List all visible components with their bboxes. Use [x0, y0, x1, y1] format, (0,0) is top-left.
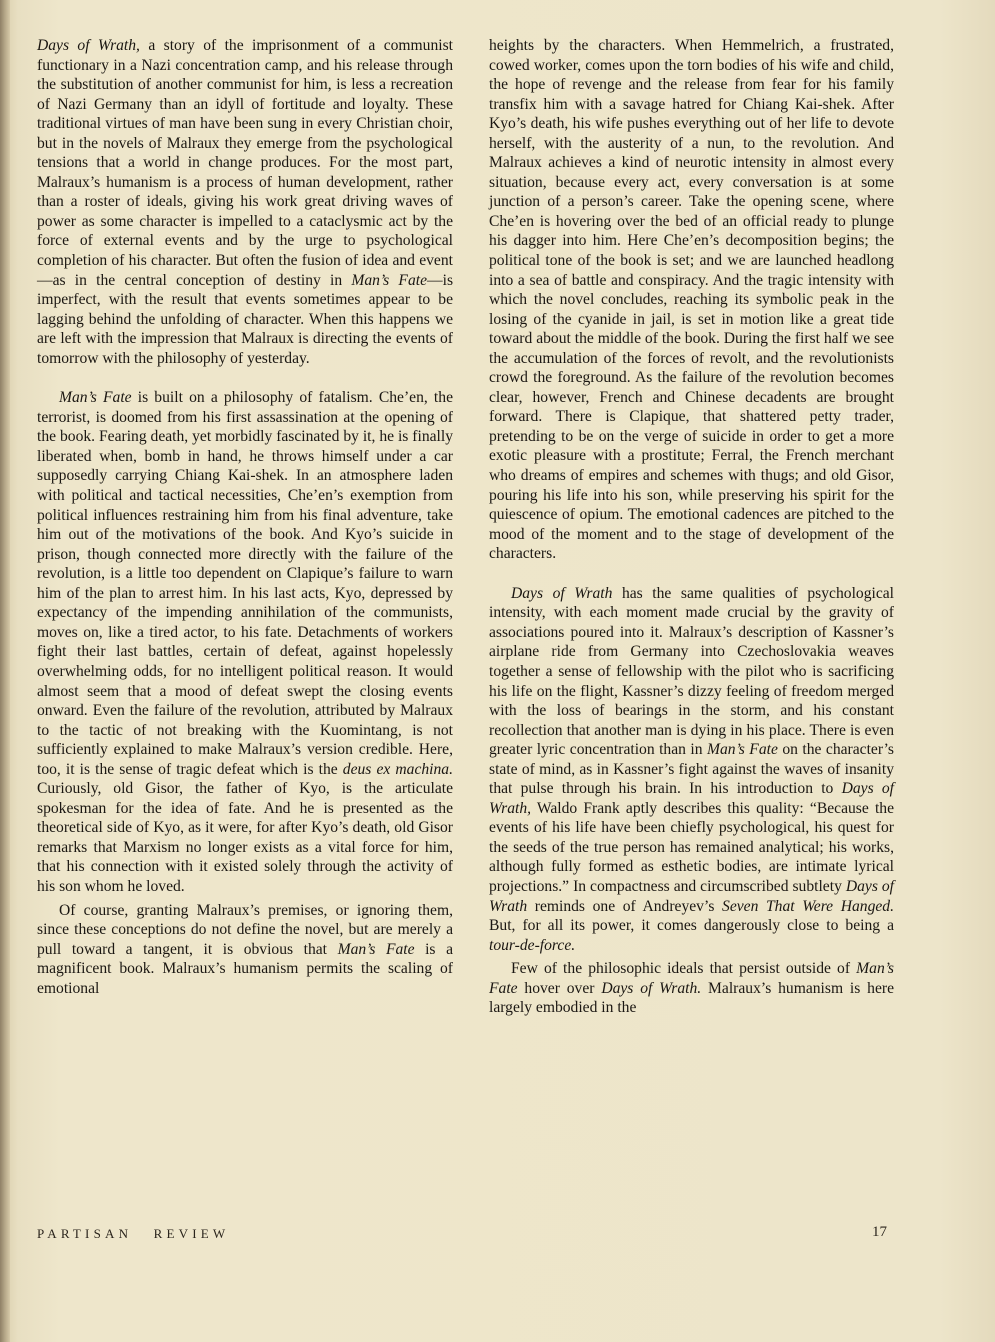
italic-title-run: Man’s Fate — [489, 960, 894, 997]
italic-title-run: Man’s Fate — [337, 940, 415, 958]
text-run: Few of the philosophic ideals that persist outside of — [511, 960, 857, 978]
text-run: Curiously, old Gisor, the father of Kyo, is the articulate spokesman for the idea of fate. And he is presented as the theoretical side of Kyo, as it were, for after Kyo’s death, old Gisor remarks that Marxism no longer exists as a vital force for him, that his connection with it existed solely through the activity of his son whom he loved. — [37, 780, 453, 895]
page-binding-shadow — [0, 0, 10, 1342]
italic-title-run: Man’s Fate — [59, 389, 132, 407]
text-run: reminds one of Andreyev’s — [527, 897, 723, 915]
text-run: a story of the imprisonment of a communist functionary in a Nazi concentration camp, and his release through the substitution of another communist for him, is less a recreation of Nazi Germany than an idyll of fortitude and loyalty. These traditional virtues of man have been sung in every Christian choir, but in the novels of Malraux they emerge from the psychological tensions that a world in change produces. For the most part, Malraux’s humanism is a process of human development, rather than a roster of ideals, giving his work great driving waves of power as some character is impelled to a cataclysmic act by the force of external events and by the urge to psychological completion of his character. But often the fusion of idea and event—as in the central conception of destiny in — [37, 37, 453, 289]
text-run: heights by the characters. When Hemmelrich, a frustrated, cowed worker, comes upon the torn bodies of his wife and child, the hope of revenge and the release from fear for his family transfix him with a savage hatred for Chiang Kai-shek. After Kyo’s death, his wife pushes everything out of her life to devote herself, with the austerity of a nun, to the revolution. And Malraux achieves a kind of neurotic intensity in almost every situation, because every act, every conversation is at some junction of a person’s career. Take the opening scene, where Che’en is hovering over the bed of an official ready to plunge his dagger into him. Here Che’en’s decomposition begins; the political tone of the book is set; and we are launched headlong into a sea of battle and conspiracy. And the tragic intensity with which the novel concludes, reaching its symbolic peak in the losing of the cyanide in jail, is set in motion like a great tide toward about the middle of the book. During the first half we see the accumulation of the forces of revolt, and the revolutionists crowd the foreground. As the failure of the revolution becomes clear, however, French and Chinese decadents are brought forward. There is Clapique, that shattered petty trader, pretending to be on the verge of suicide in order to get a more exotic pleasure with a prostitute; Ferral, the French merchant who dreams of empires and schemes with thugs; and old Gisor, pouring his life into his son, while preserving his spirit for the quiescence of opium. The emotional cadences are pitched to the mood of the moment and to the stage of development of the characters. — [489, 37, 894, 563]
text-run: hover over — [517, 979, 602, 997]
text-run: But, for all its power, it comes dangerously close to being a — [489, 917, 894, 935]
italic-title-run: Days of Wrath — [511, 584, 613, 602]
running-footer-title: PARTISAN REVIEW — [37, 1226, 230, 1241]
italic-title-run: Days of Wrath, — [37, 37, 140, 54]
paragraph — [489, 36, 894, 564]
paragraph — [37, 388, 453, 896]
text-run: Of course, granting Malraux’s premises, or ignoring them, since these conceptions do not define the novel, but are merely a pull toward a tangent, it is obvious that — [37, 901, 453, 958]
paragraph — [489, 959, 894, 1018]
left-column — [37, 36, 453, 998]
text-run: has the same qualities of psychological intensity, with each moment made crucial by the gravity of associations poured into it. Malraux’s description of Kassner’s airplane ride from Germany into Czechoslovakia weaves together a sense of fellowship with the pilot who is sacrificing his life on the flight, Kassner’s dizzy feeling of freedom merged with the loss of bearings in the storm, and his constant recollection that another man is dying in his place. There is even greater lyric concentration than in — [489, 584, 894, 759]
page-number: 17 — [872, 1224, 887, 1240]
italic-title-run: Days of Wrath, — [489, 780, 895, 817]
text-run: —is imperfect, with the result that events sometimes appear to be lagging behind the unfolding of character. When this happens we are left with the impression that Malraux is directing the events of tomorrow with the philosophy of yesterday. — [37, 271, 454, 367]
paragraph — [37, 36, 453, 368]
text-run: is a magnificent book. Malraux’s humanism permits the scaling of emotional — [37, 940, 453, 997]
right-column — [489, 36, 894, 1018]
italic-title-run: Seven That Were Hanged. — [722, 897, 894, 915]
italic-title-run: Man’s Fate — [351, 271, 428, 289]
text-run: on the character’s state of mind, as in Kassner’s fight against the waves of insanity that pulse through his brain. In his introduction to — [489, 741, 894, 798]
italic-title-run: tour-de-force. — [489, 936, 576, 954]
italic-title-run: Days of Wrath. — [601, 979, 702, 997]
paragraph — [489, 584, 894, 955]
italic-title-run: Days of Wrath — [489, 877, 894, 915]
text-run: Waldo Frank aptly describes this quality: “Because the events of his life have been chiefly psychological, his quest for the seeds of the true person has remained analytical; his works, although fully formed as esthetic bodies, are intimate lyrical projections.” In compactness and circumscribed subtlety — [489, 799, 894, 895]
text-run: is built on a philosophy of fatalism. Che’en, the terrorist, is doomed from his first assassination at the opening of the book. Fearing death, yet morbidly fascinated by it, he is finally liberated when, bomb in hand, he throws himself under a car supposedly carrying Chiang Kai-shek. In an atmosphere laden with political and tactical necessities, Che’en’s exemption from political influences restraining him from his final adventure, take him out of the motivations of the book. And Kyo’s suicide in prison, though connected more directly with the failure of the revolution, is a little too dependent on Clapique’s failure to warn him of the plan to arrest him. In his last acts, Kyo, depressed by expectancy of the impending annihilation of the communists, moves on, like a tired actor, to his fate. Detachments of workers fight their last battles, certain of defeat, against hopelessly overwhelming odds, for no intelligent political reason. It would almost seem that a mood of defeat swept the closing events onward. Even the failure of the revolution, attributed by Malraux to the tactic of not breaking with the Kuomintang, is not sufficiently explained to make Malraux’s version credible. Here, too, it is the sense of tragic defeat which is the — [37, 389, 453, 778]
italic-title-run: Man’s Fate — [707, 741, 778, 759]
text-run: Malraux’s humanism is here largely embodied in the — [489, 979, 894, 1017]
italic-title-run: deus ex machina. — [342, 760, 453, 778]
paragraph — [37, 901, 453, 999]
